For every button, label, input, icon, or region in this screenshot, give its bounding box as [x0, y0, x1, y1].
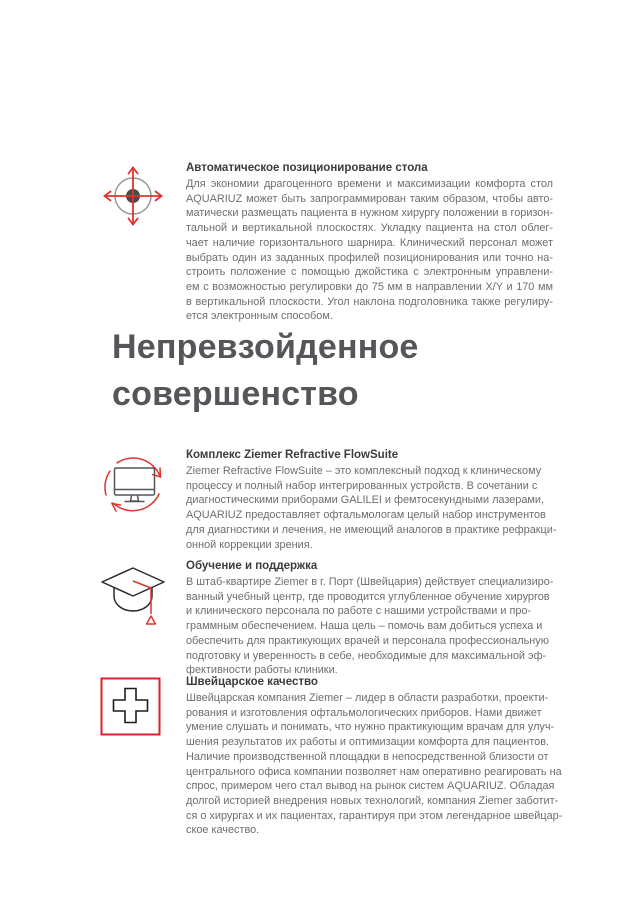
section-heading: Обучение и поддержка — [186, 560, 318, 572]
section-icon-column — [100, 675, 186, 737]
swiss-cross-icon — [100, 677, 162, 737]
section-heading: Комплекс Ziemer Refractive FlowSuite — [186, 449, 399, 461]
graduation-cap-icon — [98, 565, 168, 639]
monitor-cycle-icon — [98, 455, 170, 519]
section-heading: Швейцарское качество — [186, 676, 318, 688]
section-auto-positioning — [100, 161, 553, 324]
section-icon-column — [100, 448, 186, 519]
section-swiss-quality — [100, 675, 563, 838]
section-text-column — [186, 559, 553, 678]
section-body: Швейцарская компания Ziemer – лидер в области разработки, проекти- рования и изготовления офтальмологических приборов. Нами движет умение слушать и понимать, что нужно практикующим врачам для улуч- шения результатов их работы и оптимизации комфорта для пациентов. Наличие производственной площадки в непосредственной близости от центрального офиса компании позволяет нам оперативно реагировать на спрос, примером чего стал вывод на рынок систем AQUARIUZ. Обладая долгой историей внедрения новых технологий, компания Ziemer заботит- ся о хирургах и их пациентах, гарантируя при этом легендарное швейцар- ское качество. — [186, 692, 563, 837]
xy-positioning-crosshair-icon — [100, 165, 166, 227]
section-text-column — [186, 448, 557, 552]
section-body: Ziemer Refractive FlowSuite – это комплексный подход к клиническому процессу и полный набор интегрированных устройств. В сочетании с диагностическими приборами GALILEI и фемтосекундными лазерами, AQUARIUZ предоставляет офтальмологам целый набор инструментов для диагностики и лечения, не имеющий аналогов в практике рефракци- онной коррекции зрения. — [186, 465, 557, 551]
section-text-column — [186, 161, 553, 324]
section-icon-column — [100, 559, 186, 639]
section-heading: Автоматическое позиционирование стола — [186, 162, 428, 174]
section-body: В штаб-квартире Ziemer в г. Порт (Швейцария) действует специализиро- ванный учебный центр, где проводится углубленное обучение хирургов и клинического персонала по работе с нашими устройствами и про- граммным обеспечением. Наша цель – помочь вам добиться успеха и обеспечить для практикующих врачей и персонала профессиональную подготовку и уверенность в себе, необходимые для максимальной эф- фективности работы клиники. — [186, 576, 554, 677]
section-flowsuite — [100, 448, 557, 552]
page-title: Непревзойденное совершенство — [112, 328, 419, 413]
section-body: Для экономии драгоценного времени и максимизации комфорта стол AQUARIUZ может быть запрограммирован таким образом, чтобы авто- матически размещать пациента в нужном хирургу положении в горизон- тальной и вертикальной плоскостях. Укладку пациента на стол облег- чает наличие горизонтального шарнира. Клинический персонал может выбрать один из заданных профилей позиционирования или точно на- строить положение с помощью джойстика с электронным управлени- ем с возможностью регулировки до 75 мм в направлении X/Y и 170 мм в вертикальной плоскости. Угол наклона подголовника также регулиру- ется электронным способом. — [186, 178, 553, 323]
section-text-column — [186, 675, 563, 838]
section-icon-column — [100, 161, 186, 227]
section-training-support — [100, 559, 553, 678]
